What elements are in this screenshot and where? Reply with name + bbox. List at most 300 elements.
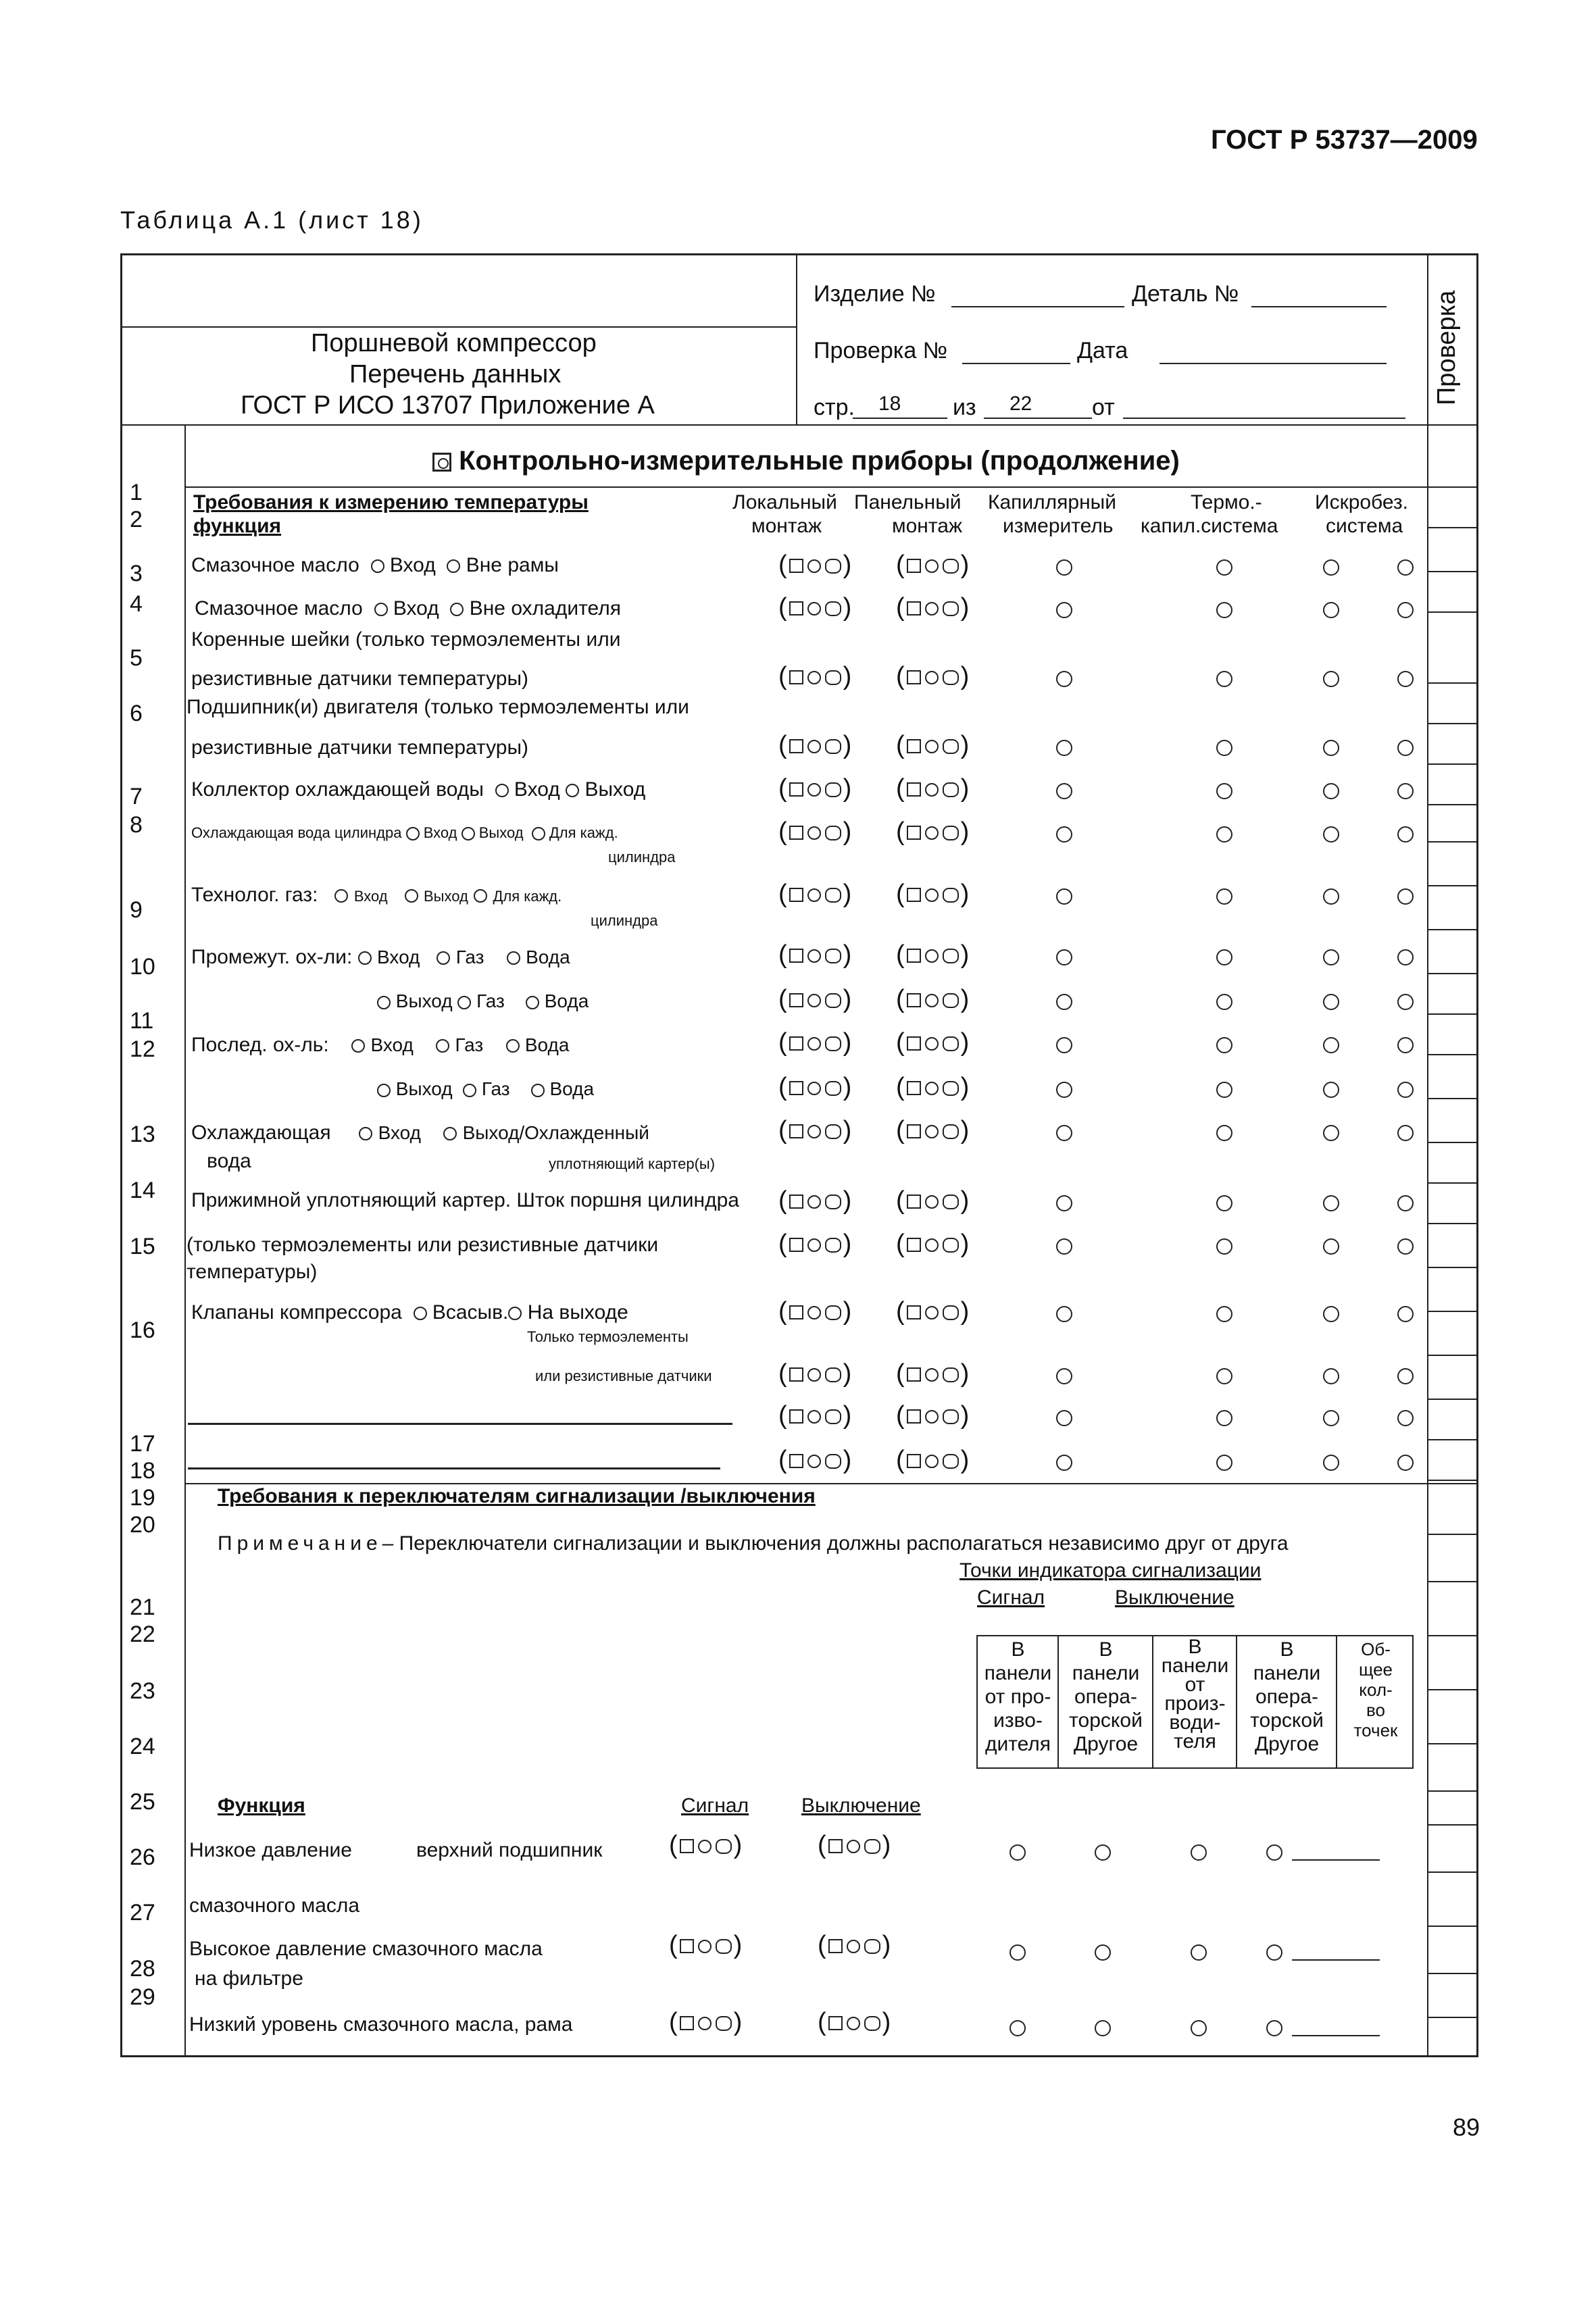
panel-mount-options[interactable]: ( ): [896, 1116, 970, 1145]
thermo-capillary-radio[interactable]: [1216, 1306, 1232, 1322]
temp-function-heading: функция: [193, 515, 282, 537]
row-7-outlet-radio[interactable]: [566, 784, 579, 797]
capillary-radio[interactable]: [1056, 994, 1072, 1010]
square-checkbox-icon[interactable]: [789, 888, 803, 902]
circle-option-icon[interactable]: [925, 740, 939, 753]
intrinsic-safety-radio-b[interactable]: [1397, 1368, 1414, 1384]
hexagon-option-icon[interactable]: [943, 670, 959, 685]
hexagon-option-icon[interactable]: [825, 739, 841, 754]
local-mount-options[interactable]: ( ): [778, 880, 852, 908]
circle-option-icon[interactable]: [925, 671, 939, 684]
intrinsic-safety-radio-a[interactable]: [1323, 1195, 1339, 1211]
row-16-suction-radio[interactable]: [414, 1307, 427, 1320]
hexagon-option-icon[interactable]: [825, 993, 841, 1008]
capillary-radio[interactable]: [1056, 740, 1072, 756]
check-row-line: [1427, 1689, 1478, 1690]
panel-mount-options[interactable]: ( ): [896, 1446, 970, 1474]
square-checkbox-icon[interactable]: [789, 993, 803, 1007]
thermo-capillary-radio[interactable]: [1216, 949, 1232, 965]
circle-option-icon[interactable]: [925, 994, 939, 1007]
check-row-line: [1427, 1267, 1478, 1268]
row-7-inlet-radio[interactable]: [495, 784, 509, 797]
intrinsic-safety-radio-a[interactable]: [1323, 1125, 1339, 1141]
hexagon-option-icon[interactable]: [943, 1305, 959, 1320]
hexagon-option-icon[interactable]: [716, 1939, 732, 1954]
hexagon-option-icon[interactable]: [943, 1081, 959, 1096]
square-checkbox-icon[interactable]: [789, 826, 803, 840]
square-checkbox-icon[interactable]: [907, 739, 921, 753]
capillary-radio[interactable]: [1056, 826, 1072, 842]
circle-option-icon[interactable]: [807, 1306, 821, 1319]
row-10b-water-radio[interactable]: [526, 996, 539, 1009]
row-9-inlet-radio[interactable]: [334, 889, 348, 903]
panel-mount-options[interactable]: ( ): [896, 551, 970, 579]
intrinsic-safety-radio-b[interactable]: [1397, 1125, 1414, 1141]
local-mount-options[interactable]: ( ): [778, 662, 852, 690]
circle-option-icon[interactable]: [698, 1940, 712, 1953]
alarm-point-radio[interactable]: [1095, 1844, 1111, 1861]
intrinsic-safety-radio-b[interactable]: [1397, 1195, 1414, 1211]
circle-option-icon[interactable]: [807, 1037, 821, 1051]
thermo-capillary-radio[interactable]: [1216, 1455, 1232, 1471]
intrinsic-safety-radio-b[interactable]: [1397, 1238, 1414, 1255]
circle-option-icon[interactable]: [847, 1940, 860, 1953]
square-checkbox-icon[interactable]: [680, 2016, 694, 2030]
intrinsic-safety-radio-a[interactable]: [1323, 602, 1339, 618]
capillary-radio[interactable]: [1056, 1455, 1072, 1471]
square-checkbox-icon[interactable]: [907, 1409, 921, 1424]
thermo-capillary-radio[interactable]: [1216, 1368, 1232, 1384]
thermo-capillary-radio[interactable]: [1216, 826, 1232, 842]
square-checkbox-icon[interactable]: [828, 1939, 843, 1953]
square-checkbox-icon[interactable]: [789, 1454, 803, 1468]
function-shutdown-options[interactable]: ( ): [818, 2008, 891, 2036]
capillary-radio[interactable]: [1056, 1125, 1072, 1141]
intrinsic-safety-radio-a[interactable]: [1323, 949, 1339, 965]
row-9-outlet-radio[interactable]: [405, 889, 418, 903]
circle-option-icon[interactable]: [925, 559, 939, 573]
circle-option-icon[interactable]: [925, 1410, 939, 1424]
intrinsic-safety-radio-b[interactable]: [1397, 826, 1414, 842]
panel-mount-options[interactable]: ( ): [896, 1230, 970, 1258]
row-3-inlet-radio[interactable]: [371, 559, 384, 573]
check-field[interactable]: [962, 363, 1070, 364]
thermo-capillary-radio[interactable]: [1216, 1125, 1232, 1141]
square-checkbox-icon[interactable]: [789, 782, 803, 797]
thermo-capillary-radio[interactable]: [1216, 1238, 1232, 1255]
capillary-radio[interactable]: [1056, 1306, 1072, 1322]
thermo-capillary-radio[interactable]: [1216, 602, 1232, 618]
hexagon-option-icon[interactable]: [943, 782, 959, 797]
blank-entry-18[interactable]: [188, 1467, 720, 1469]
intrinsic-safety-radio-a[interactable]: [1323, 1238, 1339, 1255]
circle-option-icon[interactable]: [807, 1455, 821, 1468]
circle-option-icon[interactable]: [925, 1125, 939, 1138]
intrinsic-safety-radio-b[interactable]: [1397, 783, 1414, 799]
capillary-radio[interactable]: [1056, 1238, 1072, 1255]
hexagon-option-icon[interactable]: [943, 1124, 959, 1139]
circle-option-icon[interactable]: [925, 1368, 939, 1382]
circle-option-icon[interactable]: [807, 671, 821, 684]
circle-option-icon[interactable]: [925, 1306, 939, 1319]
intrinsic-safety-radio-a[interactable]: [1323, 1082, 1339, 1098]
intrinsic-safety-radio-b[interactable]: [1397, 949, 1414, 965]
capillary-radio[interactable]: [1056, 949, 1072, 965]
circle-option-icon[interactable]: [807, 994, 821, 1007]
panel-mount-options[interactable]: ( ): [896, 774, 970, 803]
alarm-point-radio[interactable]: [1009, 1944, 1026, 1961]
square-checkbox-icon[interactable]: [907, 782, 921, 797]
function-signal-options[interactable]: ( ): [669, 2008, 743, 2036]
circle-option-icon[interactable]: [698, 1840, 712, 1853]
intrinsic-safety-radio-a[interactable]: [1323, 1306, 1339, 1322]
hexagon-option-icon[interactable]: [943, 559, 959, 574]
local-mount-options[interactable]: ( ): [778, 1401, 852, 1430]
function-signal-options[interactable]: ( ): [669, 1831, 743, 1859]
circle-option-icon[interactable]: [807, 1368, 821, 1382]
local-mount-options[interactable]: ( ): [778, 774, 852, 803]
intrinsic-safety-radio-b[interactable]: [1397, 888, 1414, 905]
intrinsic-safety-radio-b[interactable]: [1397, 1306, 1414, 1322]
section-checkbox-icon[interactable]: [432, 453, 451, 472]
hexagon-option-icon[interactable]: [716, 2016, 732, 2031]
row-13-inlet-radio[interactable]: [359, 1127, 372, 1140]
page-field[interactable]: [853, 418, 947, 419]
hexagon-option-icon[interactable]: [825, 1409, 841, 1424]
hexagon-option-icon[interactable]: [825, 559, 841, 574]
square-checkbox-icon[interactable]: [907, 1454, 921, 1468]
row-10-water-radio[interactable]: [507, 951, 520, 965]
intrinsic-safety-radio-b[interactable]: [1397, 994, 1414, 1010]
alarm-point-radio[interactable]: [1009, 2020, 1026, 2036]
square-checkbox-icon[interactable]: [907, 1194, 921, 1209]
square-checkbox-icon[interactable]: [789, 1238, 803, 1252]
circle-option-icon[interactable]: [925, 1037, 939, 1051]
row-12-inlet-radio[interactable]: [351, 1039, 365, 1053]
row-13-outlet-radio[interactable]: [443, 1127, 457, 1140]
hexagon-option-icon[interactable]: [825, 1454, 841, 1469]
intrinsic-safety-radio-b[interactable]: [1397, 559, 1414, 576]
thermo-capillary-radio[interactable]: [1216, 994, 1232, 1010]
panel-mount-options[interactable]: ( ): [896, 940, 970, 969]
row-12-gas-radio[interactable]: [436, 1039, 449, 1053]
hexagon-option-icon[interactable]: [943, 1238, 959, 1253]
intrinsic-safety-radio-b[interactable]: [1397, 1455, 1414, 1471]
circle-option-icon[interactable]: [925, 949, 939, 963]
square-checkbox-icon[interactable]: [789, 670, 803, 684]
thermo-capillary-radio[interactable]: [1216, 783, 1232, 799]
hexagon-option-icon[interactable]: [825, 1367, 841, 1382]
alarm-point-radio[interactable]: [1095, 2020, 1111, 2036]
square-checkbox-icon[interactable]: [907, 949, 921, 963]
row-12b-outlet-radio[interactable]: [377, 1084, 391, 1097]
square-checkbox-icon[interactable]: [680, 1939, 694, 1953]
circle-option-icon[interactable]: [807, 826, 821, 840]
total-points-field[interactable]: [1292, 1959, 1380, 1961]
square-checkbox-icon[interactable]: [907, 888, 921, 902]
panel-mount-options[interactable]: ( ): [896, 1359, 970, 1388]
thermo-capillary-radio[interactable]: [1216, 671, 1232, 687]
intrinsic-safety-radio-a[interactable]: [1323, 1455, 1339, 1471]
circle-option-icon[interactable]: [807, 1238, 821, 1252]
hexagon-option-icon[interactable]: [943, 1367, 959, 1382]
circle-option-icon[interactable]: [807, 1082, 821, 1095]
hexagon-option-icon[interactable]: [943, 888, 959, 903]
hexagon-option-icon[interactable]: [943, 1036, 959, 1051]
square-checkbox-icon[interactable]: [789, 739, 803, 753]
square-checkbox-icon[interactable]: [907, 601, 921, 615]
capillary-radio[interactable]: [1056, 602, 1072, 618]
intrinsic-safety-radio-a[interactable]: [1323, 671, 1339, 687]
alarm-point-radio[interactable]: [1266, 1844, 1282, 1861]
check-row-line: [1427, 1182, 1478, 1184]
square-checkbox-icon[interactable]: [907, 559, 921, 573]
panel-mount-options[interactable]: ( ): [896, 1073, 970, 1101]
circle-option-icon[interactable]: [807, 888, 821, 902]
capillary-radio[interactable]: [1056, 1368, 1072, 1384]
square-checkbox-icon[interactable]: [907, 1081, 921, 1095]
panel-mount-options[interactable]: ( ): [896, 662, 970, 690]
row-3-outframe-radio[interactable]: [447, 559, 460, 573]
from-field[interactable]: [1123, 418, 1405, 419]
hexagon-option-icon[interactable]: [943, 1454, 959, 1469]
capillary-radio[interactable]: [1056, 1410, 1072, 1426]
row-12b-water-radio[interactable]: [531, 1084, 545, 1097]
thermo-capillary-radio[interactable]: [1216, 1082, 1232, 1098]
panel-mount-options[interactable]: ( ): [896, 593, 970, 622]
row-4-outcooler-radio[interactable]: [450, 603, 464, 616]
function-shutdown-options[interactable]: ( ): [818, 1931, 891, 1959]
hexagon-option-icon[interactable]: [825, 1124, 841, 1139]
circle-option-icon[interactable]: [925, 888, 939, 902]
alarm-point-radio[interactable]: [1095, 1944, 1111, 1961]
local-mount-options[interactable]: ( ): [778, 1028, 852, 1057]
hexagon-option-icon[interactable]: [943, 949, 959, 963]
hexagon-option-icon[interactable]: [716, 1839, 732, 1854]
local-mount-options[interactable]: ( ): [778, 593, 852, 622]
local-mount-options[interactable]: ( ): [778, 1230, 852, 1258]
row-4-inlet-radio[interactable]: [374, 603, 388, 616]
intrinsic-safety-radio-a[interactable]: [1323, 888, 1339, 905]
hexagon-option-icon[interactable]: [864, 2016, 880, 2031]
square-checkbox-icon[interactable]: [680, 1839, 694, 1853]
hexagon-option-icon[interactable]: [825, 782, 841, 797]
square-checkbox-icon[interactable]: [789, 1194, 803, 1209]
intrinsic-safety-radio-b[interactable]: [1397, 1410, 1414, 1426]
capillary-radio[interactable]: [1056, 888, 1072, 905]
date-field[interactable]: [1159, 363, 1387, 364]
row-8-inlet-radio[interactable]: [406, 827, 420, 840]
product-field[interactable]: [951, 306, 1124, 307]
alarm-point-radio[interactable]: [1266, 2020, 1282, 2036]
hexagon-option-icon[interactable]: [864, 1939, 880, 1954]
circle-option-icon[interactable]: [925, 783, 939, 797]
circle-option-icon[interactable]: [807, 1195, 821, 1209]
line-number: 15: [130, 1234, 155, 1259]
square-checkbox-icon[interactable]: [907, 1124, 921, 1138]
hexagon-option-icon[interactable]: [825, 888, 841, 903]
total-points-field[interactable]: [1292, 2035, 1380, 2036]
local-mount-options[interactable]: ( ): [778, 1446, 852, 1474]
panel-mount-options[interactable]: ( ): [896, 880, 970, 908]
circle-option-icon[interactable]: [925, 1195, 939, 1209]
circle-option-icon[interactable]: [698, 2017, 712, 2030]
square-checkbox-icon[interactable]: [789, 1305, 803, 1319]
square-checkbox-icon[interactable]: [828, 1839, 843, 1853]
thermo-capillary-radio[interactable]: [1216, 559, 1232, 576]
hexagon-option-icon[interactable]: [943, 739, 959, 754]
capillary-radio[interactable]: [1056, 1195, 1072, 1211]
row-10-inlet-radio[interactable]: [358, 951, 372, 965]
row-10b-gas-radio[interactable]: [457, 996, 471, 1009]
local-mount-options[interactable]: ( ): [778, 551, 852, 579]
hexagon-option-icon[interactable]: [825, 1194, 841, 1209]
function-signal-options[interactable]: ( ): [669, 1931, 743, 1959]
square-checkbox-icon[interactable]: [907, 1367, 921, 1382]
square-checkbox-icon[interactable]: [789, 1081, 803, 1095]
circle-option-icon[interactable]: [847, 1840, 860, 1853]
square-checkbox-icon[interactable]: [789, 1124, 803, 1138]
function-shutdown-options[interactable]: ( ): [818, 1831, 891, 1859]
intrinsic-safety-radio-a[interactable]: [1323, 783, 1339, 799]
hexagon-option-icon[interactable]: [825, 1305, 841, 1320]
hexagon-option-icon[interactable]: [864, 1839, 880, 1854]
row-12b-gas-radio[interactable]: [463, 1084, 476, 1097]
intrinsic-safety-radio-a[interactable]: [1323, 1368, 1339, 1384]
alarm-point-radio[interactable]: [1191, 1844, 1207, 1861]
capillary-radio[interactable]: [1056, 1082, 1072, 1098]
row-8-each-radio[interactable]: [532, 827, 545, 840]
thermo-capillary-radio[interactable]: [1216, 1410, 1232, 1426]
local-mount-options[interactable]: ( ): [778, 985, 852, 1013]
check-row-line: [1427, 1054, 1478, 1055]
alarm-point-radio[interactable]: [1191, 1944, 1207, 1961]
panel-mount-options[interactable]: ( ): [896, 818, 970, 846]
hexagon-option-icon[interactable]: [943, 1409, 959, 1424]
local-mount-options[interactable]: ( ): [778, 1297, 852, 1326]
hexagon-option-icon[interactable]: [943, 993, 959, 1008]
row-9-each-radio[interactable]: [474, 889, 487, 903]
thermo-capillary-radio[interactable]: [1216, 888, 1232, 905]
square-checkbox-icon[interactable]: [789, 1367, 803, 1382]
square-checkbox-icon[interactable]: [789, 601, 803, 615]
hexagon-option-icon[interactable]: [825, 949, 841, 963]
circle-option-icon[interactable]: [925, 1082, 939, 1095]
thermo-capillary-radio[interactable]: [1216, 1195, 1232, 1211]
of-field[interactable]: [984, 418, 1092, 419]
local-mount-options[interactable]: ( ): [778, 1359, 852, 1388]
hexagon-option-icon[interactable]: [825, 601, 841, 616]
circle-option-icon[interactable]: [807, 602, 821, 615]
row-3-label: Смазочное масло Вход Вне рамы: [191, 554, 559, 576]
capillary-radio[interactable]: [1056, 559, 1072, 576]
panel-mount-options[interactable]: ( ): [896, 1028, 970, 1057]
circle-option-icon[interactable]: [847, 2017, 860, 2030]
square-checkbox-icon[interactable]: [789, 1409, 803, 1424]
blank-entry-17[interactable]: [188, 1423, 732, 1425]
panel-mount-options[interactable]: ( ): [896, 1186, 970, 1215]
square-checkbox-icon[interactable]: [828, 2016, 843, 2030]
total-points-field[interactable]: [1292, 1859, 1380, 1861]
panel-mount-options[interactable]: ( ): [896, 731, 970, 759]
intrinsic-safety-radio-b[interactable]: [1397, 740, 1414, 756]
square-checkbox-icon[interactable]: [789, 949, 803, 963]
row-8-outlet-radio[interactable]: [462, 827, 475, 840]
capillary-radio[interactable]: [1056, 671, 1072, 687]
circle-option-icon[interactable]: [807, 949, 821, 963]
intrinsic-safety-radio-a[interactable]: [1323, 1037, 1339, 1053]
capillary-radio[interactable]: [1056, 783, 1072, 799]
circle-option-icon[interactable]: [807, 1125, 821, 1138]
square-checkbox-icon[interactable]: [907, 670, 921, 684]
intrinsic-safety-radio-b[interactable]: [1397, 671, 1414, 687]
circle-option-icon[interactable]: [807, 559, 821, 573]
circle-option-icon[interactable]: [925, 1238, 939, 1252]
row-12-water-radio[interactable]: [506, 1039, 520, 1053]
square-checkbox-icon[interactable]: [907, 1036, 921, 1051]
square-checkbox-icon[interactable]: [907, 1238, 921, 1252]
circle-option-icon[interactable]: [925, 602, 939, 615]
circle-option-icon[interactable]: [807, 1410, 821, 1424]
alarm-point-radio[interactable]: [1191, 2020, 1207, 2036]
hexagon-option-icon[interactable]: [825, 670, 841, 685]
square-checkbox-icon[interactable]: [907, 993, 921, 1007]
hexagon-option-icon[interactable]: [943, 601, 959, 616]
part-field[interactable]: [1251, 306, 1387, 307]
intrinsic-safety-radio-a[interactable]: [1323, 559, 1339, 576]
local-mount-options[interactable]: ( ): [778, 731, 852, 759]
row-10b-outlet-radio[interactable]: [377, 996, 391, 1009]
square-checkbox-icon[interactable]: [907, 826, 921, 840]
circle-option-icon[interactable]: [807, 783, 821, 797]
local-mount-options[interactable]: ( ): [778, 1116, 852, 1145]
hexagon-option-icon[interactable]: [943, 826, 959, 840]
row-16-discharge-radio[interactable]: [508, 1307, 522, 1320]
thermo-capillary-radio[interactable]: [1216, 740, 1232, 756]
circle-option-icon[interactable]: [925, 1455, 939, 1468]
circle-option-icon[interactable]: [807, 740, 821, 753]
hexagon-option-icon[interactable]: [825, 1238, 841, 1253]
intrinsic-safety-radio-a[interactable]: [1323, 994, 1339, 1010]
alarm-point-radio[interactable]: [1266, 1944, 1282, 1961]
hexagon-option-icon[interactable]: [825, 826, 841, 840]
intrinsic-safety-radio-b[interactable]: [1397, 602, 1414, 618]
hexagon-option-icon[interactable]: [825, 1081, 841, 1096]
local-mount-options[interactable]: ( ): [778, 1186, 852, 1215]
row-10-gas-radio[interactable]: [437, 951, 450, 965]
panel-mount-options[interactable]: ( ): [896, 1401, 970, 1430]
local-mount-options[interactable]: ( ): [778, 940, 852, 969]
intrinsic-safety-radio-b[interactable]: [1397, 1037, 1414, 1053]
capillary-radio[interactable]: [1056, 1037, 1072, 1053]
intrinsic-safety-radio-a[interactable]: [1323, 1410, 1339, 1426]
thermo-capillary-radio[interactable]: [1216, 1037, 1232, 1053]
intrinsic-safety-radio-a[interactable]: [1323, 740, 1339, 756]
panel-mount-options[interactable]: ( ): [896, 985, 970, 1013]
hexagon-option-icon[interactable]: [825, 1036, 841, 1051]
square-checkbox-icon[interactable]: [789, 1036, 803, 1051]
square-checkbox-icon[interactable]: [789, 559, 803, 573]
panel-mount-options[interactable]: ( ): [896, 1297, 970, 1326]
square-checkbox-icon[interactable]: [907, 1305, 921, 1319]
local-mount-options[interactable]: ( ): [778, 1073, 852, 1101]
intrinsic-safety-radio-a[interactable]: [1323, 826, 1339, 842]
intrinsic-safety-radio-b[interactable]: [1397, 1082, 1414, 1098]
alarm-point-radio[interactable]: [1009, 1844, 1026, 1861]
circle-option-icon[interactable]: [925, 826, 939, 840]
hexagon-option-icon[interactable]: [943, 1194, 959, 1209]
local-mount-options[interactable]: ( ): [778, 818, 852, 846]
